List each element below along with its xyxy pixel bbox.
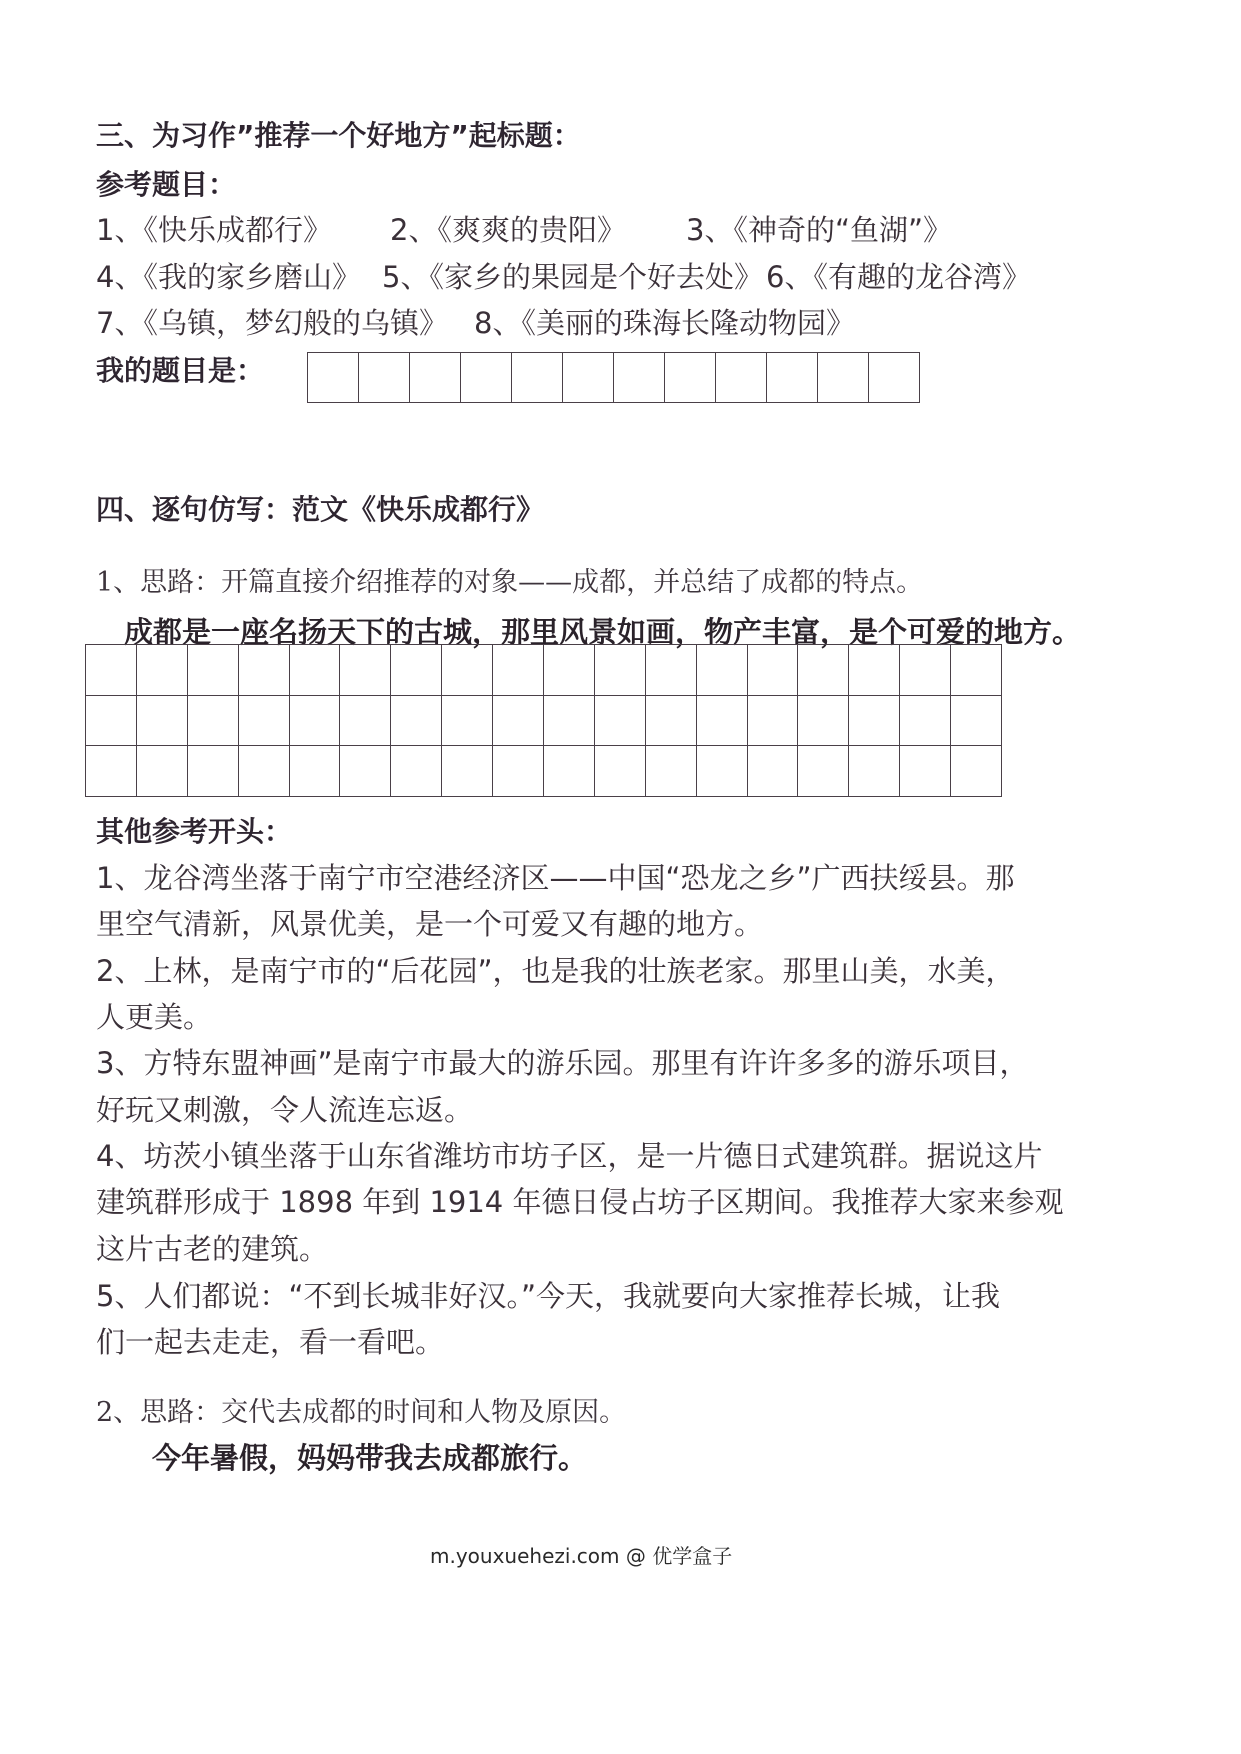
opening-line: 这片古老的建筑。 xyxy=(96,1232,329,1266)
writing-cell[interactable] xyxy=(900,696,951,747)
title-option-1: 1、《快乐成都行》 xyxy=(96,213,332,247)
writing-cell[interactable] xyxy=(239,696,290,747)
writing-cell[interactable] xyxy=(410,353,461,403)
writing-cell[interactable] xyxy=(697,696,748,747)
opening-line: 3、方特东盟神画”是南宁市最大的游乐园。那里有许许多多的游乐项目， xyxy=(96,1046,1029,1080)
opening-line: 1、龙谷湾坐落于南宁市空港经济区——中国“恐龙之乡”广西扶绥县。那 xyxy=(96,861,1015,895)
opening-line: 们一起去走走，看一看吧。 xyxy=(96,1325,445,1359)
writing-cell[interactable] xyxy=(86,645,137,696)
writing-cell[interactable] xyxy=(869,353,920,403)
writing-cell[interactable] xyxy=(544,645,595,696)
writing-cell[interactable] xyxy=(340,645,391,696)
opening-line: 4、坊茨小镇坐落于山东省潍坊市坊子区，是一片德日式建筑群。据说这片 xyxy=(96,1139,1043,1173)
writing-cell[interactable] xyxy=(716,353,767,403)
title-option-5: 5、《家乡的果园是个好去处》 xyxy=(382,260,763,294)
writing-box-grid[interactable] xyxy=(85,644,1002,797)
writing-cell[interactable] xyxy=(239,746,290,797)
writing-cell[interactable] xyxy=(951,696,1002,747)
writing-cell[interactable] xyxy=(646,696,697,747)
writing-cell[interactable] xyxy=(359,353,410,403)
writing-idea-2: 2、思路：交代去成都的时间和人物及原因。 xyxy=(96,1397,627,1428)
writing-cell[interactable] xyxy=(544,696,595,747)
opening-line: 5、人们都说：“不到长城非好汉。”今天，我就要向大家推荐长城，让我 xyxy=(96,1279,1000,1313)
opening-line: 人更美。 xyxy=(96,1000,213,1034)
writing-cell[interactable] xyxy=(849,645,900,696)
writing-cell[interactable] xyxy=(849,696,900,747)
opening-line: 建筑群形成于 1898 年到 1914 年德日侵占坊子区期间。我推荐大家来参观 xyxy=(96,1185,1064,1219)
writing-cell[interactable] xyxy=(493,696,544,747)
writing-cell[interactable] xyxy=(767,353,818,403)
writing-cell[interactable] xyxy=(493,746,544,797)
writing-idea-1: 1、思路：开篇直接介绍推荐的对象——成都，并总结了成都的特点。 xyxy=(96,567,924,598)
writing-cell[interactable] xyxy=(595,746,646,797)
my-title-label: 我的题目是： xyxy=(96,354,265,387)
writing-cell[interactable] xyxy=(748,645,799,696)
model-sentence-1: 成都是一座名扬天下的古城，那里风景如画，物产丰富，是个可爱的地方。 xyxy=(124,615,1082,649)
writing-cell[interactable] xyxy=(595,696,646,747)
reference-titles-label: 参考题目： xyxy=(96,168,237,201)
writing-cell[interactable] xyxy=(665,353,716,403)
writing-cell[interactable] xyxy=(239,645,290,696)
writing-cell[interactable] xyxy=(461,353,512,403)
footer-watermark: m.youxuehezi.com @ 优学盒子 xyxy=(430,1544,733,1568)
writing-cell[interactable] xyxy=(188,645,239,696)
writing-cell[interactable] xyxy=(900,746,951,797)
writing-cell[interactable] xyxy=(391,696,442,747)
opening-line: 里空气清新，风景优美，是一个可爱又有趣的地方。 xyxy=(96,907,764,941)
writing-cell[interactable] xyxy=(442,746,493,797)
title-option-4: 4、《我的家乡磨山》 xyxy=(96,260,361,294)
writing-cell[interactable] xyxy=(900,645,951,696)
writing-cell[interactable] xyxy=(137,746,188,797)
title-option-8: 8、《美丽的珠海长隆动物园》 xyxy=(474,306,855,340)
model-sentence-2: 今年暑假，妈妈带我去成都旅行。 xyxy=(152,1441,588,1475)
section3-heading: 三、为习作”推荐一个好地方”起标题： xyxy=(96,119,581,152)
title-option-6: 6、《有趣的龙谷湾》 xyxy=(766,260,1031,294)
section4-heading: 四、逐句仿写：范文《快乐成都行》 xyxy=(96,493,545,526)
title-option-2: 2、《爽爽的贵阳》 xyxy=(390,213,626,247)
writing-cell[interactable] xyxy=(697,645,748,696)
writing-cell[interactable] xyxy=(798,746,849,797)
writing-cell[interactable] xyxy=(849,746,900,797)
writing-cell[interactable] xyxy=(512,353,563,403)
other-openings-label: 其他参考开头： xyxy=(96,815,293,848)
opening-line: 好玩又刺激，令人流连忘返。 xyxy=(96,1093,474,1127)
writing-cell[interactable] xyxy=(697,746,748,797)
writing-cell[interactable] xyxy=(86,696,137,747)
writing-cell[interactable] xyxy=(340,746,391,797)
writing-cell[interactable] xyxy=(646,746,697,797)
writing-cell[interactable] xyxy=(188,696,239,747)
writing-cell[interactable] xyxy=(951,645,1002,696)
writing-cell[interactable] xyxy=(818,353,869,403)
writing-cell[interactable] xyxy=(798,696,849,747)
writing-cell[interactable] xyxy=(391,645,442,696)
writing-cell[interactable] xyxy=(748,746,799,797)
opening-line: 2、上林，是南宁市的“后花园”，也是我的壮族老家。那里山美，水美， xyxy=(96,954,1015,988)
writing-cell[interactable] xyxy=(563,353,614,403)
writing-cell[interactable] xyxy=(290,696,341,747)
writing-cell[interactable] xyxy=(748,696,799,747)
writing-cell[interactable] xyxy=(544,746,595,797)
writing-cell[interactable] xyxy=(290,746,341,797)
writing-cell[interactable] xyxy=(188,746,239,797)
writing-cell[interactable] xyxy=(798,645,849,696)
writing-cell[interactable] xyxy=(137,645,188,696)
writing-cell[interactable] xyxy=(391,746,442,797)
writing-cell[interactable] xyxy=(493,645,544,696)
writing-cell[interactable] xyxy=(595,645,646,696)
writing-cell[interactable] xyxy=(614,353,665,403)
writing-cell[interactable] xyxy=(137,696,188,747)
writing-cell[interactable] xyxy=(951,746,1002,797)
writing-cell[interactable] xyxy=(442,696,493,747)
writing-cell[interactable] xyxy=(646,645,697,696)
writing-cell[interactable] xyxy=(290,645,341,696)
writing-cell[interactable] xyxy=(86,746,137,797)
writing-cell[interactable] xyxy=(308,353,359,403)
my-title-box-grid[interactable] xyxy=(307,352,920,403)
title-option-3: 3、《神奇的“鱼湖”》 xyxy=(686,213,952,247)
writing-cell[interactable] xyxy=(442,645,493,696)
title-option-7: 7、《乌镇，梦幻般的乌镇》 xyxy=(96,306,448,340)
writing-cell[interactable] xyxy=(340,696,391,747)
